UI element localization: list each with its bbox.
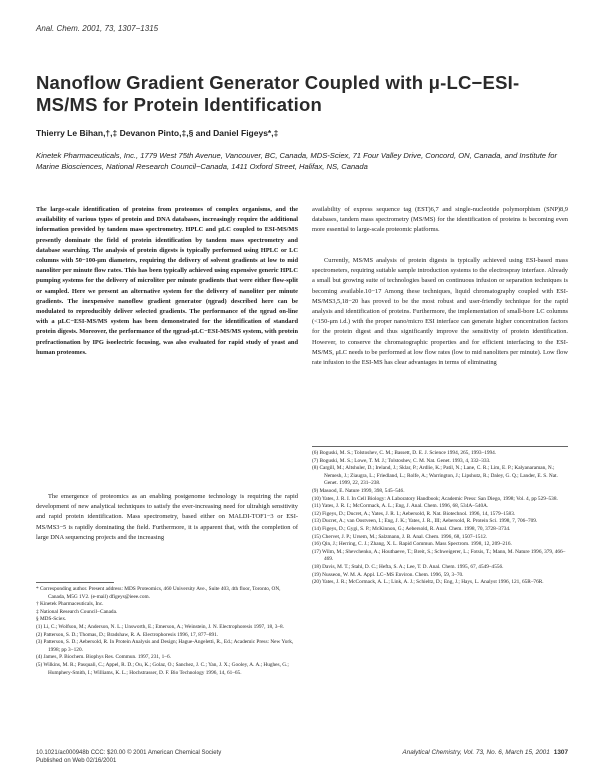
introduction-paragraph-1: The emergence of proteomics as an enabling postgenome technology is requiring the rapid development of new analytical techniques to satisfy the ever-increasing need for ultrahigh sensitivity and rapid protein identification. Mass spectrometry, based either on MALDI-TOF1−3 or ESI-MS/MS3−5 is rapidly dominating the field. Furthermore, it is apparent that, with the completion of large DNA sequencing projects and the increasing <box>36 493 298 541</box>
article-title: Nanoflow Gradient Generator Coupled with μ-LC−ESI-MS/MS for Protein Identification <box>36 72 520 115</box>
reference-item: (19) Nusseon, W. M. A. Appl. LC−MS Environ. Chem. 1996, 59, 3–70. <box>312 571 464 578</box>
doi-footer <box>36 749 221 765</box>
introduction-paragraph-1-continued: availability of express sequence tag (EST)6,7 and single-nucleotide polymorphism (SNP)8,9 databases, tandem mass spectrometry (MS/MS) for the identification of proteins is becoming even more essential to large-scale proteomic platforms. <box>312 206 568 234</box>
reference-item: (17) Wilm, M.; Shevchenko, A.; Houthaeve, T.; Breit, S.; Schweigerer, L.; Fotsis, T.; Mann, M. Nature 1996, 379, 466–469. <box>312 548 566 563</box>
reference-item: (6) Boguski, M. S.; Tolstoshev, C. M.; Bassett, D. E. J. Science 1994, 265, 1993–1994. <box>312 450 497 456</box>
footnotes-left <box>36 586 298 677</box>
doi-line: 10.1021/ac000948b CCC: $20.00 © 2001 American Chemical Society <box>36 750 222 756</box>
reference-item: (18) Davis, M. T.; Stahl, D. C.; Hefta, S. A.; Lee, T. D. Anal. Chem. 1995, 67, 4549–4556. <box>312 563 504 570</box>
footnote-affiliation-mds: § MDS-Sciex. <box>36 616 67 623</box>
reference-item: (8) Cargill, M.; Altshuler, D.; Ireland, J.; Sklar, P.; Ardlie, K.; Patil, N.; Lane, C. R.; Lim, E. P.; Kalyanaraman, N.; Nemesh, J.; Ziaugra, L.; Friedland, L.; Rolfe, A.; Warrington, J.; Lipshutz, R.; Daley, G. Q.; Lander, E. S. Nat. Genet. 1999, 22, 231–238. <box>312 465 558 487</box>
references-divider <box>312 446 568 447</box>
reference-item: (10) Yates, J. R. I. In Cell Biology: A Laboratory Handbook; Academic Press: San Diego, 1998; Vol. 4, pp 529–538. <box>312 495 558 502</box>
reference-item: (14) Figeys, D.; Gygi, S. P.; McKinnon, G.; Aebersold, R. Anal. Chem. 1998, 70, 3728–3734. <box>312 525 511 532</box>
reference-item: (3) Patterson, S. D.; Aebersold, R. In Protein Analysis and Design; Hague-Angeletti, R., Ed.; Academic Press: New York, 1998; pp 3−120. <box>36 639 294 653</box>
footnote-corresponding-author: * Corresponding author. Present address: MDS Proteomics, 460 University Ave., Suite 403, 4th floor, Toronto, ON, Canada, M5G 1V2. (e-mail) dfigeys@ieee.com. <box>36 586 281 600</box>
introduction-paragraph-2: Currently, MS/MS analysis of protein digests is typically achieved using ESI-based mass spectrometers, requiring suitable sample introduction systems to the electrospray interface. Already a small but growing suite of technologies based on continuous infusion or separation techniques is becoming available.10−17 Among these techniques, liquid chromatography coupled with ESI-MS/MS3,5,18−20 has proved to be the most robust and user-friendly technique for the rapid analysis and identification of proteins. Furthermore, the implementation of small-bore LC columns (<150-μm i.d.) with the proper nano/micro ESI interface can generate higher concentration factors for the protein digest and thus significantly improve the sensitivity of protein identification. However, to conserve the chromatographic properties and for efficient interfacing to the ESI-MS/MS, μLC needs to be performed at low flow rates (low to mid nanoliters per minute). Low flow rate infusion to the ESI-MS has clear advantages in terms of eliminating <box>312 257 568 367</box>
footnote-affiliation-kinetek: † Kinetek Pharmaceuticals, Inc. <box>36 601 104 608</box>
reference-item: (20) Yates, J. R.; McCormack, A. L.; Link, A. J.; Schieltz, D.; Eng, J.; Hays, L. Analyst 1996, 121, 65R–76R. <box>312 579 544 586</box>
affiliations: Kinetek Pharmaceuticals, Inc., 1779 West 75th Avenue, Vancouver, BC, Canada, MDS-Sciex, 71 Four Valley Drive, Concord, ON, Canada, and Institute for Marine Biosciences, National Research Council−Canada, 1411 Oxford Street, Halifax, NS, Canada <box>36 151 557 171</box>
footer-journal-name: Analytical Chemistry, Vol. 73, No. 6, March 15, 2001 <box>402 749 550 756</box>
reference-item: (7) Boguski, M. S.; Lowe, T. M. J.; Tolstoshev, C. M. Nat. Genet. 1993, 4, 332–333. <box>312 457 491 464</box>
abstract: The large-scale identification of proteins from proteomes of complex organisms, and the availability of various types of protein and DNA databases, increasingly require the additional information provided by tandem mass spectrometry. HPLC and μLC coupled to ESI-MS/MS presently dominate the field of protein identification by tandem mass spectrometry and database searching. The analysis of protein digests is typically performed using HPLC or LC columns with 50−100-μm diameters, requiring the delivery of solvent gradients at low to mid nanoliter per minute flow rates. This has been typically achieved using expensive generic HPLC pumping systems for the delivery of microliter per minute gradients that were either flow-split or sampled. Here we present an alternative system for the delivery of nanoliter per minute gradients. The inexpensive nanoflow gradient generator (ηgrad) described here can be modulated to reproducibly deliver selected gradients. The performance of the ηgrad on-line with a μLC−ESI-MS/MS system has been demonstrated for the identification of standard protein digests. Moreover, the performance of the ηgrad-μLC−ESI-MS/MS system, with protein prefractionation by IPG isoelectric focusing, was also evaluated for rapid study of yeast and human proteomes. <box>36 206 298 356</box>
reference-item: (1) Li, C.; Wolfson, M.; Anderson, N. L.; Unsworth, E.; Emerson, A.; Weinstein, J. N. Electrophoresis 1997, 18, 3–8. <box>36 623 285 630</box>
references-right <box>312 450 568 587</box>
reference-item: (2) Patterson, S. D.; Thomas, D.; Bradshaw, R. A. Electrophoresis 1996, 17, 877–891. <box>36 631 219 638</box>
journal-footer <box>402 749 568 756</box>
reference-item: (13) Ducret, A.; van Oostveen, I.; Eng, J. K.; Yates, J. R., III; Aebersold, R. Protein Sci. 1998, 7, 706–709. <box>312 518 538 525</box>
journal-reference: Anal. Chem. 2001, 73, 1307−1315 <box>36 24 159 33</box>
reference-item: (12) Figeys, D.; Ducret, A.; Yates, J. R. I.; Aebersold, R. Nat. Biotechnol. 1996, 14, 1579–1583. <box>312 510 516 517</box>
reference-item: (15) Chervet, J. P.; Ursem, M.; Salzmann, J. B. Anal. Chem. 1996, 68, 1507–1512. <box>312 533 488 540</box>
reference-item: (4) James, P. Biochem. Biophys Res. Commun. 1997, 231, 1–6. <box>36 654 171 661</box>
author-list: Thierry Le Bihan,†,‡ Devanon Pinto,‡,§ and Daniel Figeys*,‡ <box>36 128 279 138</box>
footnote-affiliation-nrc: ‡ National Research Council−Canada. <box>36 608 118 615</box>
published-line: Published on Web 02/16/2001 <box>36 758 117 764</box>
reference-item: (11) Yates, J. R. I.; McCormack, A. L.; Eng, J. Anal. Chem. 1996, 68, 534A−540A. <box>312 503 489 510</box>
page-number: 1307 <box>553 749 568 756</box>
footnote-divider <box>36 582 114 583</box>
reference-item: (16) Qin, J.; Herring, C. J.; Zhang, X. L. Rapid Commun. Mass Spectrom. 1998, 12, 209–216. <box>312 541 512 548</box>
reference-item: (5) Wilkins, M. R.; Pasquali, C.; Appel, R. D.; Ou, K.; Golaz, O.; Sanchez, J. C.; Yan, J. X.; Gooley, A. A.; Hughes, G.; Humphery-Smith, I.; Williams, K. L.; Hochstrasser, D. F. Bio Technology 1996, 14, 61–65. <box>36 661 289 676</box>
reference-item: (9) Masood, E. Nature 1999, 398, 545–546. <box>312 487 405 494</box>
